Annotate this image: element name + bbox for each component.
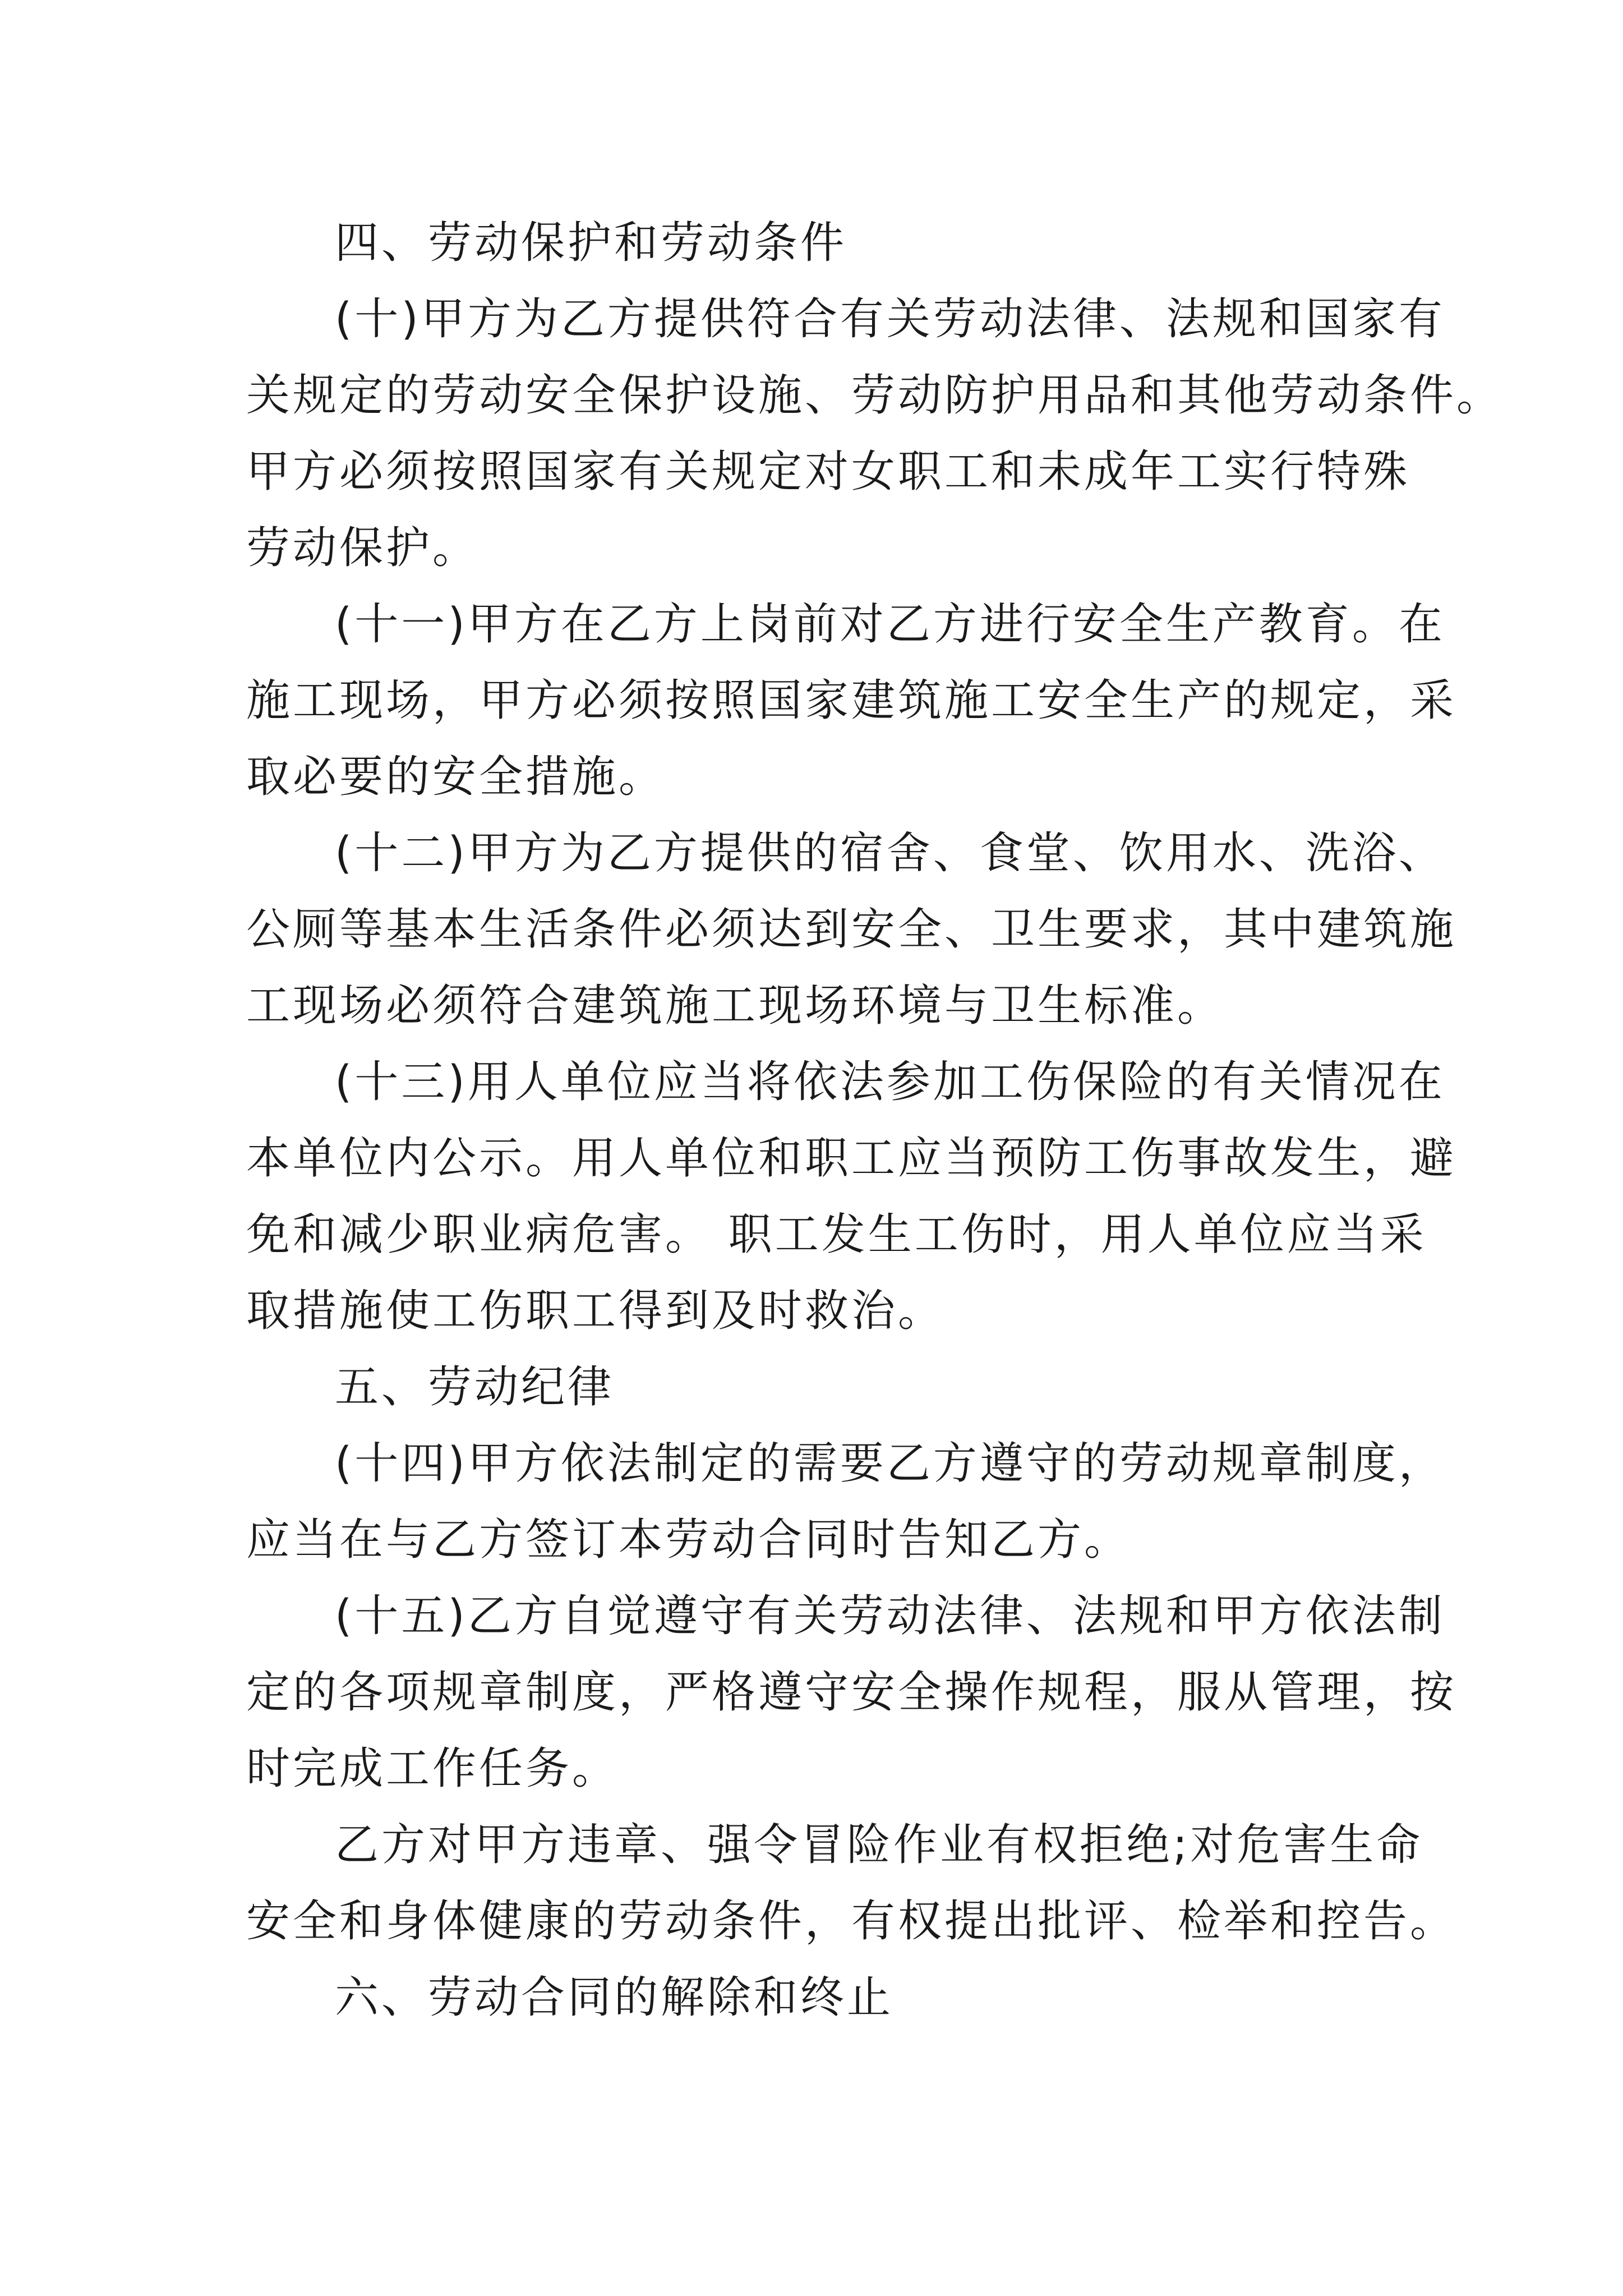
clause-13-line-2: 本单位内公示。用人单位和职工应当预防工伤事故发生，避 (246, 1133, 1457, 1184)
section-heading-6: 六、劳动合同的解除和终止 (335, 1972, 894, 2023)
clause-12-line-3: 工现场必须符合建筑施工现场环境与卫生标准。 (246, 981, 1224, 1031)
clause-13-line-4: 取措施使工伤职工得到及时救治。 (246, 1286, 945, 1336)
clause-11-line-2: 施工现场，甲方必须按照国家建筑施工安全生产的规定，采 (246, 675, 1457, 726)
clause-13-line-3: 免和减少职业病危害。 职工发生工伤时，用人单位应当采 (246, 1209, 1427, 1260)
clause-14-line-2: 应当在与乙方签订本劳动合同时告知乙方。 (246, 1515, 1131, 1565)
clause-14-line-1: (十四)甲方依法制定的需要乙方遵守的劳动规章制度， (335, 1438, 1445, 1489)
section-heading-5: 五、劳动纪律 (335, 1362, 615, 1412)
clause-10-line-3: 甲方必须按照国家有关规定对女职工和未成年工实行特殊 (246, 447, 1410, 497)
clause-10-line-2: 关规定的劳动安全保护设施、劳动防护用品和其他劳动条件。 (246, 370, 1504, 421)
clause-15-right-line-1: 乙方对甲方违章、强令冒险作业有权拒绝;对危害生命 (335, 1820, 1423, 1870)
clause-15-right-line-2: 安全和身体健康的劳动条件，有权提出批评、检举和控告。 (246, 1896, 1457, 1947)
clause-12-line-2: 公厕等基本生活条件必须达到安全、卫生要求，其中建筑施 (246, 904, 1457, 955)
clause-11-line-3: 取必要的安全措施。 (246, 752, 666, 802)
clause-10-line-1: (十)甲方为乙方提供符合有关劳动法律、法规和国家有 (335, 294, 1445, 344)
clause-15-line-3: 时完成工作任务。 (246, 1743, 619, 1794)
section-heading-4: 四、劳动保护和劳动条件 (335, 218, 847, 268)
clause-15-line-1: (十五)乙方自觉遵守有关劳动法律、法规和甲方依法制 (335, 1591, 1445, 1641)
clause-10-line-4: 劳动保护。 (246, 523, 479, 573)
clause-13-line-1: (十三)用人单位应当将依法参加工伤保险的有关情况在 (335, 1057, 1445, 1107)
clause-11-line-1: (十一)甲方在乙方上岗前对乙方进行安全生产教育。在 (335, 599, 1445, 650)
clause-15-line-2: 定的各项规章制度，严格遵守安全操作规程，服从管理，按 (246, 1667, 1457, 1718)
clause-12-line-1: (十二)甲方为乙方提供的宿舍、食堂、饮用水、洗浴、 (335, 828, 1445, 878)
